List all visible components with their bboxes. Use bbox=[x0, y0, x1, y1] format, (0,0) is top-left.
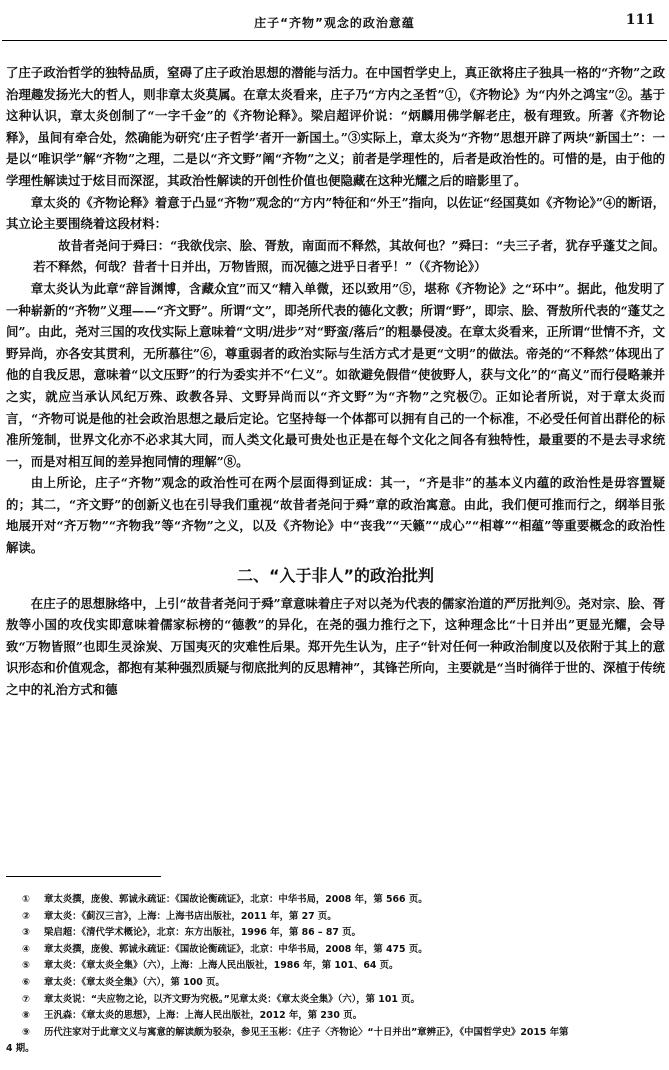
footnote bbox=[6, 958, 665, 975]
footnote-text: 历代注家对于此章文义与寓意的解读颇为驳杂，参见王玉彬：《庄子〈齐物论〉“十日并出”章辨正》，《中国哲学史》2015 年第 bbox=[44, 1026, 569, 1038]
footnote-number: ② bbox=[22, 910, 30, 922]
footnote-number: ⑥ bbox=[22, 976, 30, 988]
running-header bbox=[0, 0, 669, 40]
footnote-rule bbox=[6, 876, 161, 877]
footnote-number: ⑤ bbox=[22, 960, 30, 972]
footnote-number: ① bbox=[22, 894, 30, 905]
header-rule bbox=[2, 40, 667, 41]
paragraph: 在庄子的思想脉络中，上引“故昔者尧问于舜”章意味着庄子对以尧为代表的儒家治道的严厉批判⑨。尧对宗、脍、胥敖等小国的攻伐实即意味着儒家标榜的“德教”的异化，在尧的强力推行之下，这种理念比“十日并出”更显光耀，会导致“万物皆照”也即生灵涂炭、万国夷灭的灾难性后果。郑开先生认为，庄子“针对任何一种政治制度以及依附于其上的意识形态和价值观念，都抱有某种强烈质疑与彻底批判的反思精神”，其锋芒所向，主要就是“当时徜徉于世的、深植于传统之中的礼治方式和德 bbox=[6, 595, 665, 698]
footnote-text: 章太炎：《章太炎全集》（六），上海：上海人民出版社，1986 年，第 101、64 页。 bbox=[44, 960, 399, 972]
footnote bbox=[6, 992, 665, 1009]
footnote-text: 章太炎：《章太炎全集》（六），第 100 页。 bbox=[44, 976, 225, 988]
paragraph: 章太炎的《齐物论释》着意于凸显“齐物”观念的“方内”特征和“外王”指向，以佐证“经国莫如《齐物论》”④的断语，其立论主要围绕着这段材料： bbox=[6, 194, 665, 232]
footnote-number: ④ bbox=[22, 943, 30, 955]
paragraph: 由上所论，庄子“齐物”观念的政治性可在两个层面得到证成：其一，“齐是非”的基本义内蕴的政治性是毋容置疑的；其二，“齐文野”的创新义也在引导我们重视“故昔者尧问于舜”章的政治寓意。由此，我们便可推而行之，纲举目张地展开对“齐万物”“齐物我”等“齐物”之义，以及《齐物论》中“丧我”“天籁”“成心”“相尊”“相蕴”等重要概念的政治性解读。 bbox=[6, 475, 665, 556]
footnote-number: ⑨ bbox=[22, 1026, 30, 1038]
article-body bbox=[6, 62, 665, 701]
footnote-text: 章太炎撰，庞俊、郭诚永疏证：《国故论衡疏证》，北京：中华书局，2008 年，第 566 页。 bbox=[44, 894, 428, 905]
footnote-number: ⑧ bbox=[22, 1010, 30, 1022]
footnote bbox=[6, 1025, 665, 1042]
footnote-text: 梁启超：《清代学术概论》，北京：东方出版社，1996 年，第 86 – 87 页。 bbox=[44, 927, 361, 939]
footnote-number: ③ bbox=[22, 927, 30, 939]
footnote bbox=[6, 909, 665, 926]
footnote-number: ⑦ bbox=[22, 993, 30, 1005]
footnote-continuation: 4 期。 bbox=[6, 1043, 35, 1055]
block-quote: 故昔者尧问于舜曰：“我欲伐宗、脍、胥敖，南面而不释然，其故何也？”舜曰：“夫三子者，犹存乎蓬艾之间。若不释然，何哉？昔者十日并出，万物皆照，而况德之进乎日者乎！”（《齐物论》） bbox=[33, 237, 665, 275]
section-heading: 二、“入于非人”的政治批判 bbox=[236, 565, 435, 585]
footnotes bbox=[6, 892, 665, 1058]
page-number: 111 bbox=[625, 12, 655, 28]
footnote bbox=[6, 975, 665, 992]
footnote-text: 王汎森：《章太炎的思想》，上海：上海人民出版社，2012 年，第 230 页。 bbox=[44, 1010, 362, 1022]
paragraph: 章太炎认为此章“辞旨渊博，含藏众宜”而又“精入单微，还以致用”⑤，堪称《齐物论》之“环中”。据此，他发明了一种崭新的“齐物”义理——“齐文野”。所谓“文”，即尧所代表的德化文教；所谓“野”，即宗、脍、胥敖所代表的“蓬艾之间”。由此，尧对三国的攻伐实际上意味着“文明/进步”对“野蛮/落后”的粗暴侵凌。在章太炎看来，正所谓“世情不齐，文野异尚，亦各安其贯利，无所慕往”⑥，尊重弱者的政治实际与生活方式才是更“文明”的做法。帝尧的“不释然”体现出了他的自我反思，意味着“以文压野”的行为委实并不“仁义”。如欲避免假借“使彼野人，获与文化”的“高义”而行侵略兼并之实，就应当承认风纪万殊、政教各异、文野异尚而以“齐文野”为“齐物”之究极⑦。正如论者所说，对于章太炎而言，“齐物可说是他的社会政治思想之最后定论。它坚持每一个体都可以拥有自己的一个标准，不必受任何首出群伦的标准所笼制，世界文化亦不必求其大同，而人类文化最可贵处也正是在每个文化之间各有独特性，最重要的不是去寻求统一，而是对相互间的差异抱同情的理解”⑧。 bbox=[6, 280, 665, 469]
footnote bbox=[6, 1008, 665, 1025]
footnote-text: 章太炎说：“夫应物之论，以齐文野为究极。”见章太炎：《章太炎全集》（六），第 101 页。 bbox=[44, 993, 420, 1005]
footnote-text: 章太炎撰，庞俊、郭诚永疏证：《国故论衡疏证》，北京：中华书局，2008 年，第 475 页。 bbox=[44, 943, 428, 955]
paragraph: 了庄子政治哲学的独特品质，窒碍了庄子政治思想的潜能与活力。在中国哲学史上，真正欲将庄子独具一格的“齐物”之政治理趣发扬光大的哲人，则非章太炎莫属。在章太炎看来，庄子乃“方内之圣哲”①，《齐物论》为“内外之鸿宝”②。基于这种认识，章太炎创制了“一字千金”的《齐物论释》。梁启超评价说：“炳麟用佛学解老庄，极有理致。所著《齐物论释》，虽间有牵合处，然确能为研究‘庄子哲学’者开一新国土。”③实际上，章太炎为“齐物”思想开辟了两块“新国土”：一是以“唯识学”解“齐物”之理，二是以“齐文野”阐“齐物”之义；前者是学理性的，后者是政治性的。可惜的是，由于他的学理性解读过于炫目而深涩，其政治性解读的开创性价值也便隐藏在这种光耀之后的暗影里了。 bbox=[6, 65, 665, 188]
footnote-text: 章太炎：《蓟汉三言》，上海：上海书店出版社，2011 年，第 27 页。 bbox=[44, 910, 337, 922]
footnote bbox=[6, 925, 665, 942]
footnote bbox=[6, 942, 665, 959]
running-title: 庄子“齐物”观念的政治意蕴 bbox=[254, 16, 415, 30]
footnote bbox=[6, 892, 665, 909]
